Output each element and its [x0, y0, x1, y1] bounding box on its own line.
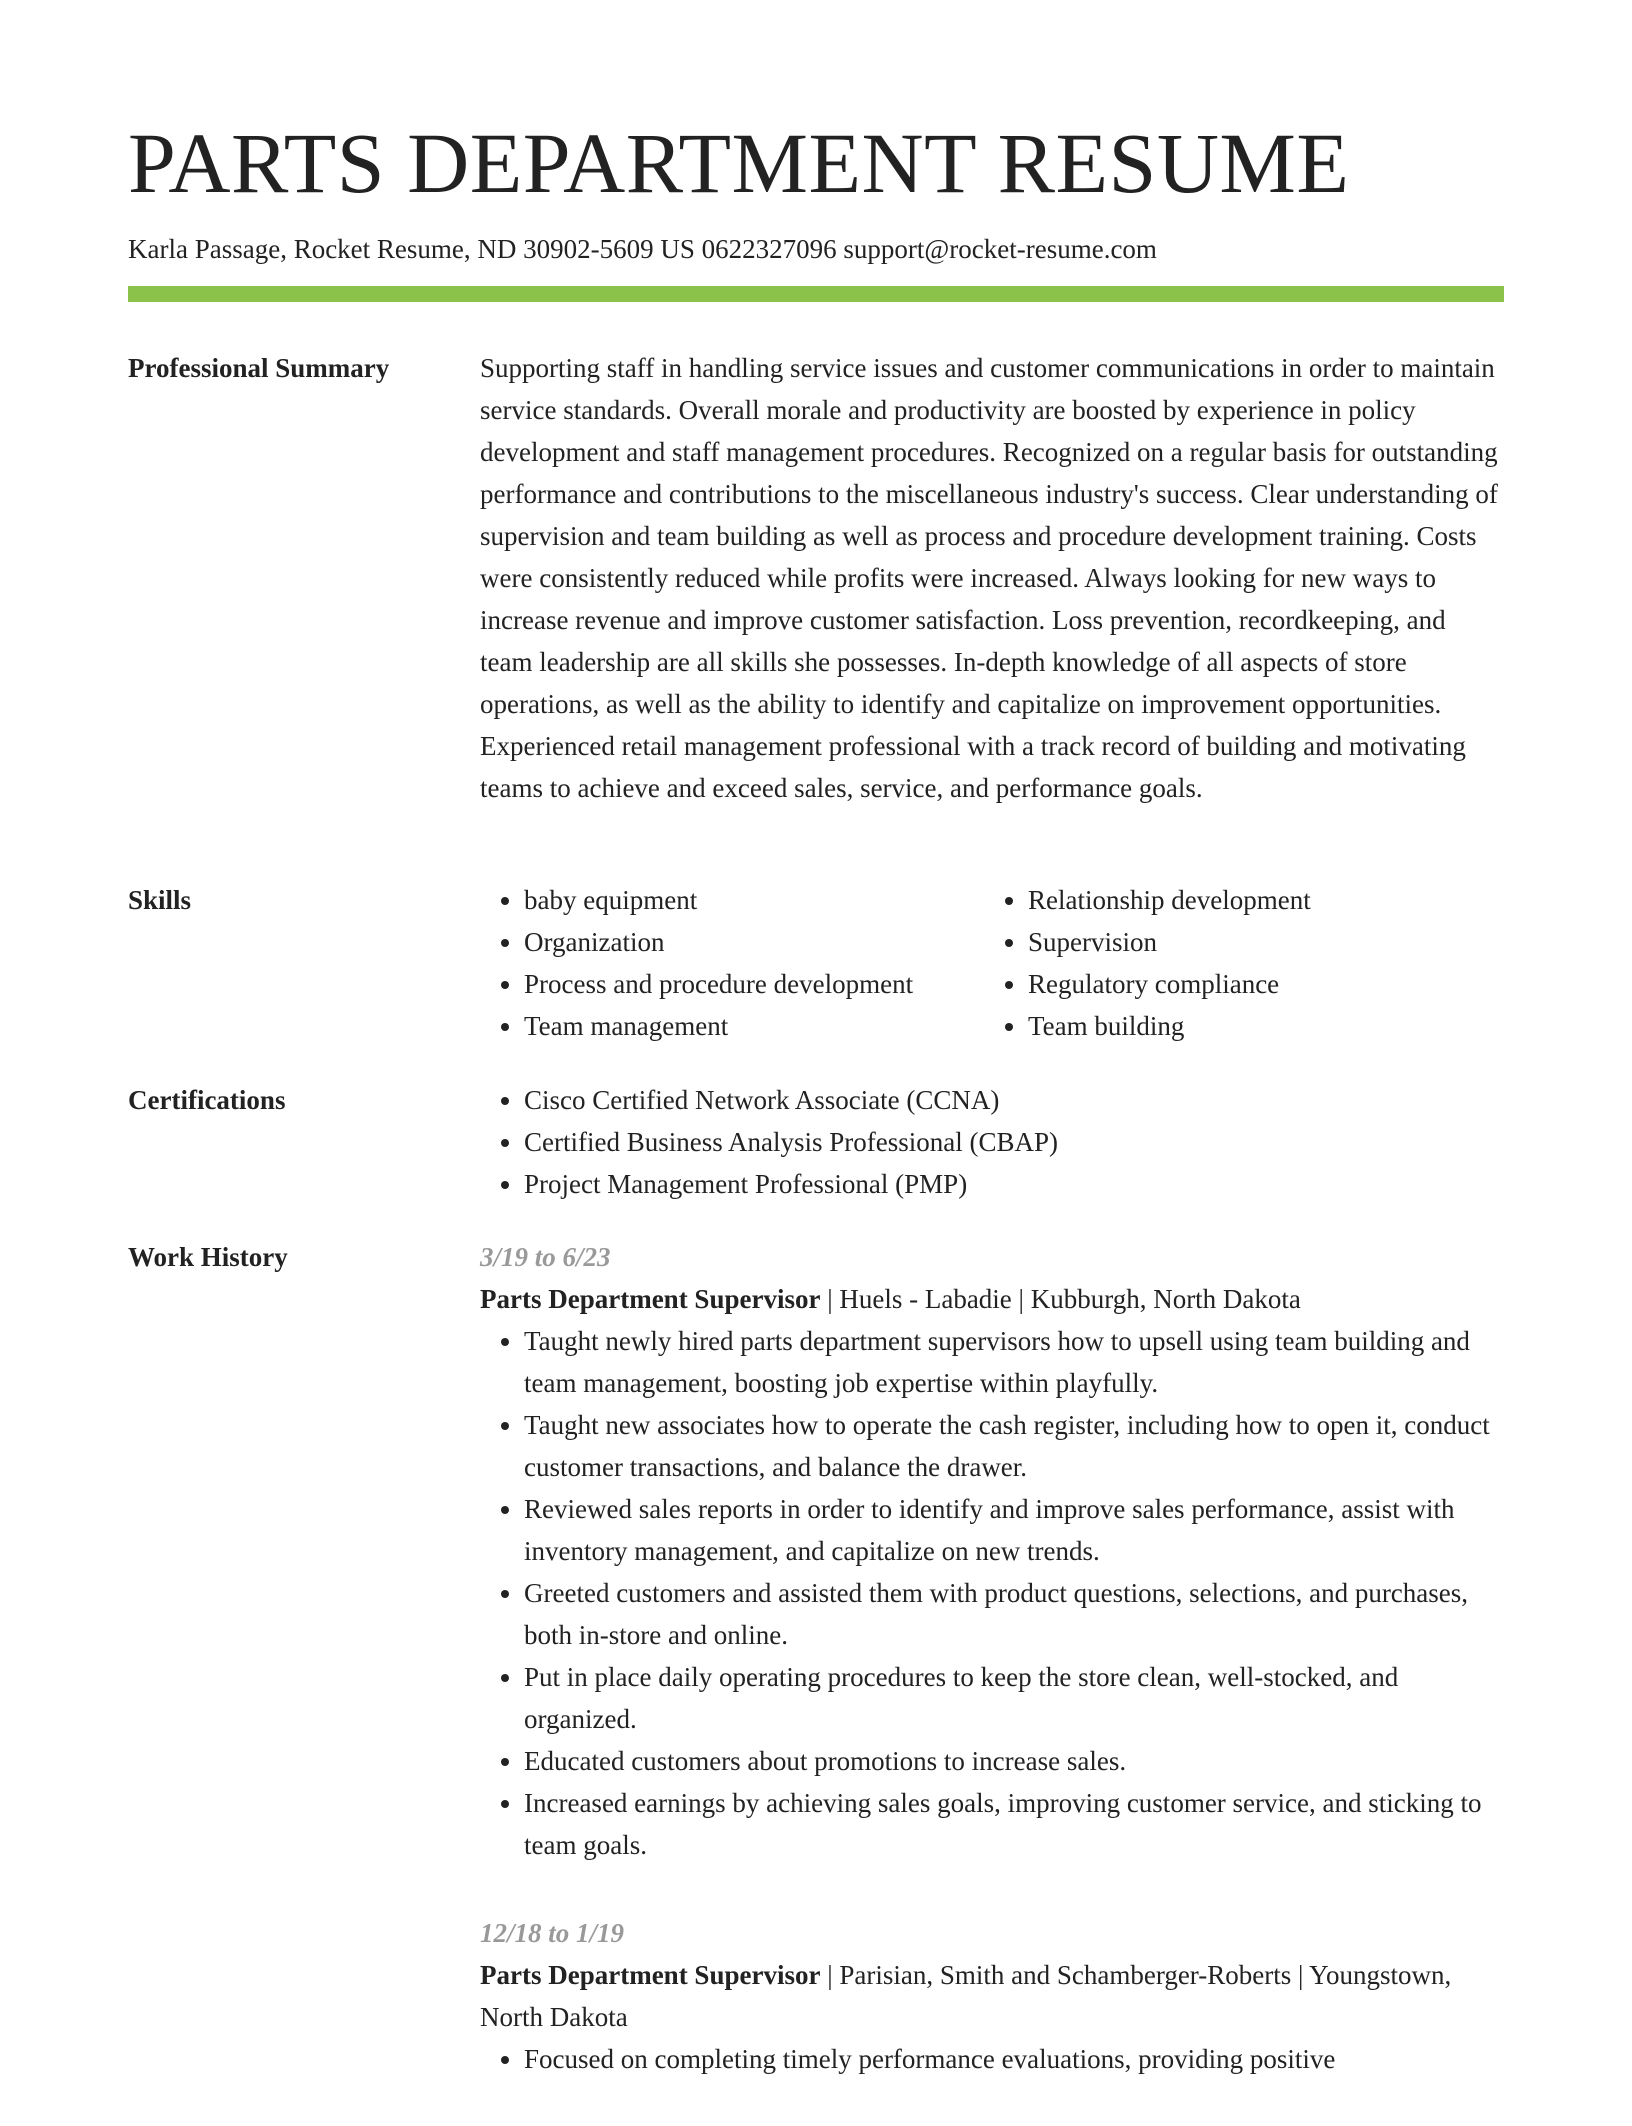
certifications-content	[480, 1079, 1504, 1205]
certifications-list	[480, 1079, 1504, 1205]
job-title-line	[480, 1278, 1504, 1320]
job-bullet: • Reviewed sales reports in order to identify and improve sales performance, assist with inventory management, and capitalize on new trends.	[524, 1488, 1504, 1572]
section-heading-certifications: Certifications	[128, 1085, 286, 1115]
skill-item: • Regulatory compliance	[1028, 963, 1488, 1005]
skills-grid	[480, 879, 1504, 1047]
resume-title: PARTS DEPARTMENT RESUME	[128, 115, 1350, 211]
skills-content	[480, 879, 1504, 1047]
job-bullets	[480, 2038, 1504, 2080]
skills-column-right	[984, 879, 1488, 1047]
skill-item: • Organization	[524, 921, 984, 963]
section-heading-skills: Skills	[128, 885, 192, 915]
job-details: | Parisian, Smith and Schamberger-Roberts | Youngstown, North Dakota	[480, 1960, 1452, 2032]
job-title-line	[480, 1954, 1504, 2038]
summary-content	[480, 347, 1504, 809]
job-title: Parts Department Supervisor	[480, 1284, 821, 1314]
skills-list-right	[984, 879, 1488, 1047]
job-bullet: • Educated customers about promotions to increase sales.	[524, 1740, 1504, 1782]
job-date: 3/19 to 6/23	[480, 1242, 611, 1272]
summary-text: Supporting staff in handling service issues and customer communications in order to maintain service standards. Overall morale and productivity are boosted by experience in policy development and staff management procedures. Recognized on a regular basis for outstanding performance and contributions to the miscellaneous industry's success. Clear understanding of supervision and team building as well as process and procedure development training. Costs were consistently reduced while profits were increased. Always looking for new ways to increase revenue and improve customer satisfaction. Loss prevention, recordkeeping, and team leadership are all skills she possesses. In-depth knowledge of all aspects of store operations, as well as the ability to identify and capitalize on improvement opportunities. Experienced retail management professional with a track record of building and motivating teams to achieve and exceed sales, service, and performance goals.	[480, 353, 1498, 803]
job-details: | Huels - Labadie | Kubburgh, North Dakota	[820, 1284, 1301, 1314]
job-bullet: • Taught new associates how to operate the cash register, including how to open it, conduct customer transactions, and balance the drawer.	[524, 1404, 1504, 1488]
certification-item: • Cisco Certified Network Associate (CCNA)	[524, 1079, 1504, 1121]
contact-line: Karla Passage, Rocket Resume, ND 30902-5609 US 0622327096 support@rocket-resume.com	[128, 234, 1157, 264]
section-heading-work-history: Work History	[128, 1242, 288, 1272]
job-bullet: • Taught newly hired parts department supervisors how to upsell using team building and team management, boosting job expertise within playfully.	[524, 1320, 1504, 1404]
skill-item: • Team management	[524, 1005, 984, 1047]
section-heading-summary: Professional Summary	[128, 353, 390, 383]
job-date: 12/18 to 1/19	[480, 1918, 625, 1948]
skills-column-left	[480, 879, 984, 1047]
skill-item: • Supervision	[1028, 921, 1488, 963]
job-entry	[480, 1912, 1504, 2080]
work-history-content	[480, 1236, 1504, 2126]
job-bullets	[480, 1320, 1504, 1866]
job-bullet: • Focused on completing timely performance evaluations, providing positive	[524, 2038, 1504, 2080]
job-title: Parts Department Supervisor	[480, 1960, 821, 1990]
job-entry	[480, 1236, 1504, 1866]
header-divider	[128, 286, 1504, 302]
skills-list-left	[480, 879, 984, 1047]
skill-item: • Process and procedure development	[524, 963, 984, 1005]
job-bullet: • Increased earnings by achieving sales goals, improving customer service, and sticking to team goals.	[524, 1782, 1504, 1866]
certification-item: • Project Management Professional (PMP)	[524, 1163, 1504, 1205]
skill-item: • Relationship development	[1028, 879, 1488, 921]
skill-item: • Team building	[1028, 1005, 1488, 1047]
skill-item: • baby equipment	[524, 879, 984, 921]
certification-item: • Certified Business Analysis Professional (CBAP)	[524, 1121, 1504, 1163]
job-bullet: • Greeted customers and assisted them with product questions, selections, and purchases, both in-store and online.	[524, 1572, 1504, 1656]
job-bullet: • Put in place daily operating procedures to keep the store clean, well-stocked, and organized.	[524, 1656, 1504, 1740]
